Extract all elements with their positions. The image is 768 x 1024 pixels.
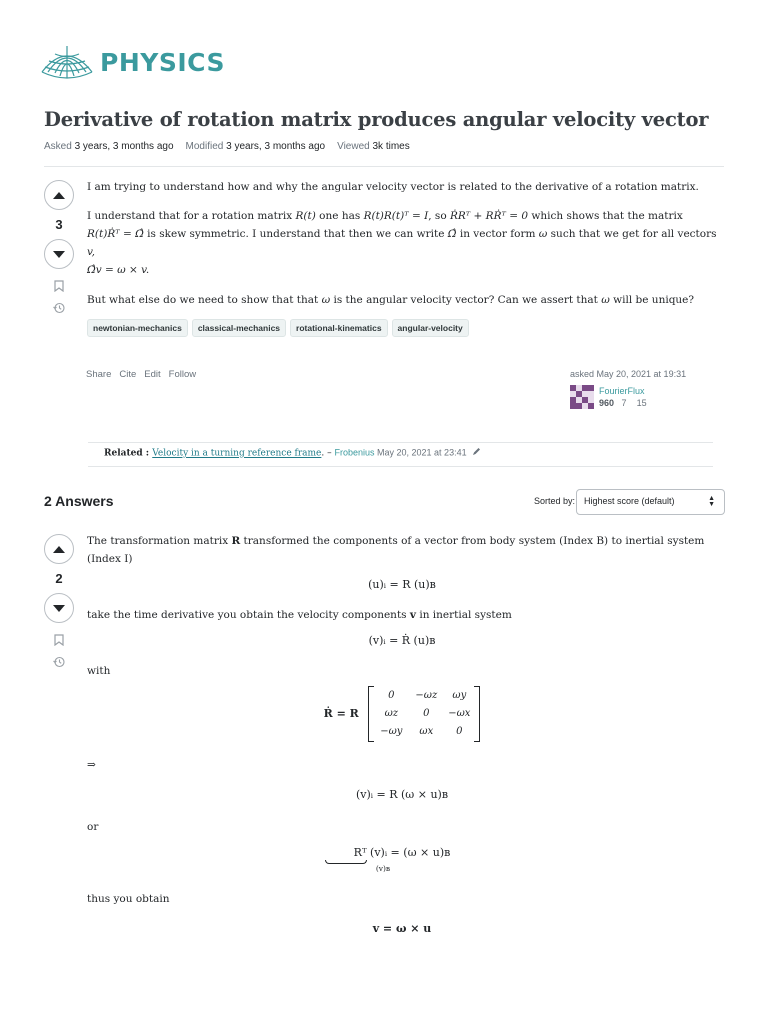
text: is the angular velocity vector? Can we assert that [330, 294, 602, 306]
question-body [87, 178, 717, 320]
sort-select[interactable] [576, 489, 725, 515]
arrow-up-icon [53, 546, 65, 553]
asked-meta [44, 141, 174, 152]
matrix-cell: ωz [384, 708, 399, 719]
arrow-down-icon [53, 251, 65, 258]
comment-prefix: Related : [104, 448, 153, 459]
comment-divider [88, 442, 713, 443]
answer-paragraph [87, 606, 717, 624]
math: ω [321, 294, 331, 306]
user-details [599, 385, 647, 409]
text: The transformation matrix [87, 535, 232, 547]
history-icon[interactable] [52, 655, 66, 669]
upvote-button[interactable] [44, 180, 74, 210]
question-paragraph [87, 207, 717, 279]
text: in inertial system [416, 609, 512, 621]
equation: (u)ᵢ = R (u)ʙ [368, 578, 436, 591]
bookmark-icon[interactable] [52, 633, 66, 647]
follow-link[interactable]: Follow [168, 369, 197, 380]
question-vote-column [44, 180, 74, 315]
text: such that we get for all vectors [547, 228, 717, 240]
tag[interactable]: classical-mechanics [192, 319, 286, 337]
asked-value: 3 years, 3 months ago [74, 141, 174, 152]
math: R [231, 535, 241, 547]
question-paragraph [87, 291, 717, 309]
bookmark-icon[interactable] [52, 279, 66, 293]
math: R(t) [295, 210, 316, 222]
answer-paragraph: with [87, 665, 111, 677]
pencil-icon[interactable] [472, 447, 481, 459]
user-reputation [599, 397, 647, 409]
equation-lhs: Ṙ = R [323, 707, 359, 720]
user-info [570, 385, 686, 409]
comment-date[interactable]: May 20, 2021 at 23:41 [374, 447, 467, 458]
matrix-cell: 0 [423, 708, 430, 719]
question-paragraph: I am trying to understand how and why the angular velocity vector is related to the derivative of a rotation matrix. [87, 181, 699, 193]
underbrace-label [87, 860, 679, 874]
text: transformed the components of a vector from body system (Index B) to inertial system (Index I) [87, 535, 705, 565]
matrix-equation [87, 686, 717, 742]
text: is skew symmetric. I understand that then we can write [143, 228, 448, 240]
title-divider [44, 166, 724, 167]
viewed-meta [337, 141, 410, 152]
text: which shows that the matrix [528, 210, 683, 222]
vote-count: 2 [55, 571, 63, 586]
bronze-badges: 15 [636, 398, 647, 408]
downvote-button[interactable] [44, 239, 74, 269]
equation: (v)ᵢ = R (ω × u)ʙ [355, 788, 449, 801]
username[interactable]: FourierFlux [599, 386, 645, 396]
underbrace-text: (v)ʙ [375, 864, 391, 873]
viewed-label: Viewed [337, 141, 370, 152]
reputation: 960 [599, 398, 615, 408]
math: ω [538, 228, 548, 240]
matrix-grid [374, 687, 474, 741]
matrix-cell: ωx [419, 726, 434, 737]
text: But what else do we need to show that that [87, 294, 322, 306]
equation: (v)ᵢ = Ṙ (u)ʙ [368, 634, 436, 647]
answers-header: 2 Answers [44, 493, 114, 509]
implies-symbol: ⇒ [87, 759, 96, 771]
question-title[interactable]: Derivative of rotation matrix produces angular velocity vector [44, 108, 709, 131]
vote-count: 3 [55, 217, 63, 232]
matrix-cell: 0 [388, 690, 395, 701]
asked-timestamp[interactable]: asked May 20, 2021 at 19:31 [570, 369, 687, 379]
text: take the time derivative you obtain the velocity components [87, 609, 410, 621]
text: one has [315, 210, 364, 222]
downvote-button[interactable] [44, 593, 74, 623]
avatar[interactable] [570, 385, 594, 409]
asked-label: Asked [44, 141, 72, 152]
math: ω [601, 294, 610, 306]
math: v [409, 609, 416, 621]
answer-paragraph [87, 532, 717, 568]
underbrace-equation [87, 846, 717, 874]
answer-paragraph: thus you obtain [87, 893, 170, 905]
tag-list [87, 319, 469, 337]
site-name: PHYSICS [100, 47, 225, 77]
comment [104, 447, 481, 459]
underbrace [325, 860, 367, 864]
modified-label: Modified [185, 141, 224, 152]
skew-matrix [368, 686, 480, 742]
tag[interactable]: newtonian-mechanics [87, 319, 188, 337]
matrix-cell: −ωx [448, 708, 471, 719]
text: in vector form [456, 228, 539, 240]
edit-link[interactable]: Edit [144, 369, 161, 380]
matrix-cell: −ωy [380, 726, 403, 737]
cite-link[interactable]: Cite [119, 369, 137, 380]
sort-value: Highest score (default) [584, 496, 675, 506]
matrix-cell: 0 [456, 726, 463, 737]
arrow-down-icon [53, 605, 65, 612]
math: Ω̂ [447, 228, 457, 240]
arrow-up-icon [53, 192, 65, 199]
text: will be unique? [609, 294, 695, 306]
answer-body [87, 532, 717, 938]
answer-paragraph: or [87, 821, 99, 833]
modified-meta [186, 141, 326, 152]
history-icon[interactable] [52, 301, 66, 315]
comment-user[interactable]: Frobenius [334, 447, 375, 458]
site-logo[interactable] [40, 42, 225, 82]
math: R(t)R(t)ᵀ = I [363, 210, 429, 222]
tag[interactable]: rotational-kinematics [290, 319, 388, 337]
comment-bottom-divider [88, 466, 713, 467]
share-link[interactable]: Share [86, 369, 112, 380]
physics-logo-icon [40, 42, 94, 82]
comment-separator: . – [321, 448, 335, 459]
equation: v = ω × u [372, 922, 432, 935]
post-actions [86, 369, 196, 380]
matrix-bracket [474, 686, 480, 742]
matrix-cell: ωy [452, 690, 467, 701]
math: R(t)Ṙᵀ = Ω̂ [87, 228, 144, 240]
silver-badges: 7 [621, 398, 627, 408]
select-arrows-icon: ▲ ▼ [708, 495, 715, 508]
comment-link[interactable]: Velocity in a turning reference frame [152, 448, 322, 459]
sort-label: Sorted by: [534, 496, 576, 506]
upvote-button[interactable] [44, 534, 74, 564]
question-meta [44, 141, 410, 152]
tag[interactable]: angular-velocity [392, 319, 469, 337]
math: Ω̂v = ω × v. [87, 264, 150, 276]
text: I understand that for a rotation matrix [87, 210, 296, 222]
viewed-value: 3k times [372, 141, 410, 152]
asked-user-card [570, 369, 686, 409]
equation: Rᵀ (v)ᵢ = (ω × u)ʙ [353, 846, 451, 859]
math: v, [87, 246, 96, 258]
text: , so [428, 210, 450, 222]
matrix-cell: −ωz [415, 690, 438, 701]
math: ṘRᵀ + RṘᵀ = 0 [449, 210, 529, 222]
modified-value[interactable]: 3 years, 3 months ago [226, 141, 326, 152]
answer-vote-column [44, 534, 74, 669]
